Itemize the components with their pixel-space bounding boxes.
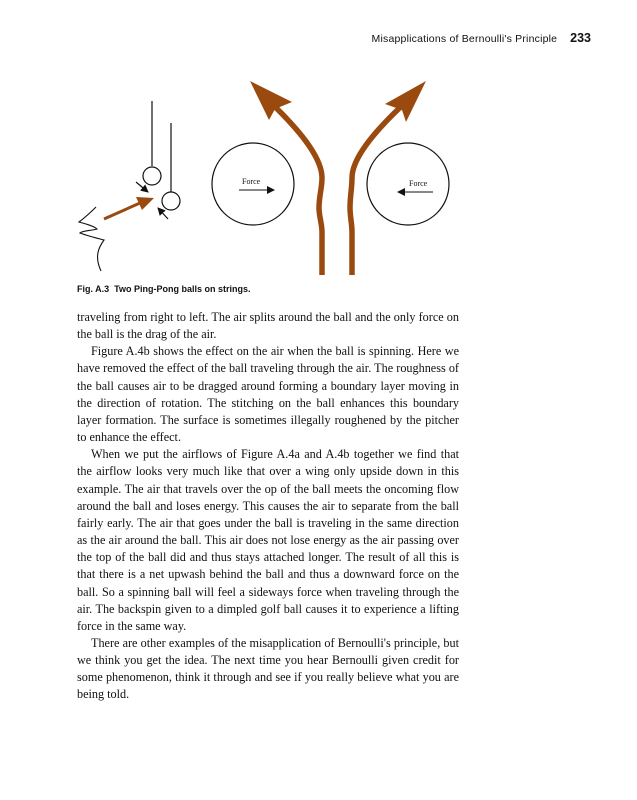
- attraction-arrow-lower-icon: [158, 208, 168, 219]
- body-text: [77, 309, 459, 704]
- paragraph-4: There are other examples of the misapplication of Bernoulli's principle, but we think you get the idea. The next time you hear Bernoulli given credit for some phenomenon, think it through and see if you really believe what you are being told.: [77, 635, 459, 702]
- ping-pong-ball-right: [162, 192, 180, 210]
- figure-ping-pong-illustration: [0, 0, 637, 280]
- caption-text: Two Ping-Pong balls on strings.: [114, 284, 251, 294]
- force-label-right: Force: [409, 179, 428, 188]
- caption-label: Fig. A.3: [77, 284, 110, 294]
- paragraph-2: Figure A.4b shows the effect on the air when the ball is spinning. Here we have removed the effect of the ball traveling through the air. The roughness of the ball causes air to be dragged around forming a boundary layer moving in the direction of rotation. The stitching on the ball enhances this boundary layer formation. The surface is sometimes illegally roughened by the pitcher to enhance the effect.: [77, 344, 459, 445]
- airflow-between-balls-diagram: [212, 81, 449, 275]
- page-number: 233: [570, 31, 591, 45]
- running-title: Misapplications of Bernoulli's Principle: [371, 33, 558, 45]
- airflow-arrow-icon: [104, 203, 140, 219]
- mouth-blowing-icon: [79, 207, 104, 271]
- figure-caption: [77, 284, 251, 294]
- ping-pong-balls-on-strings: [79, 101, 180, 271]
- ping-pong-ball-left: [143, 167, 161, 185]
- force-label-left: Force: [242, 177, 261, 186]
- paragraph-1: traveling from right to left. The air splits around the ball and the only force on the ball is the drag of the air.: [77, 310, 459, 342]
- paragraph-3: When we put the airflows of Figure A.4a and A.4b together we find that the airflow looks very much like that over a wing only upside down in this example. The air that travels over the op of the ball meets the oncoming flow around the ball and loses energy. This causes the air to separate from the ball fairly early. The air that goes under the ball is traveling in the same direction as the air around the ball. This air does not lose energy as the air passing over the top of the ball did and thus stays attached longer. The result of all this is that there is a net upwash behind the ball and thus a downward force on the ball. So a spinning ball will feel a sideways force when traveling through the air. The backspin given to a dimpled golf ball causes it to experience a lifting force in the same way.: [77, 447, 459, 633]
- ball-right: [367, 143, 449, 225]
